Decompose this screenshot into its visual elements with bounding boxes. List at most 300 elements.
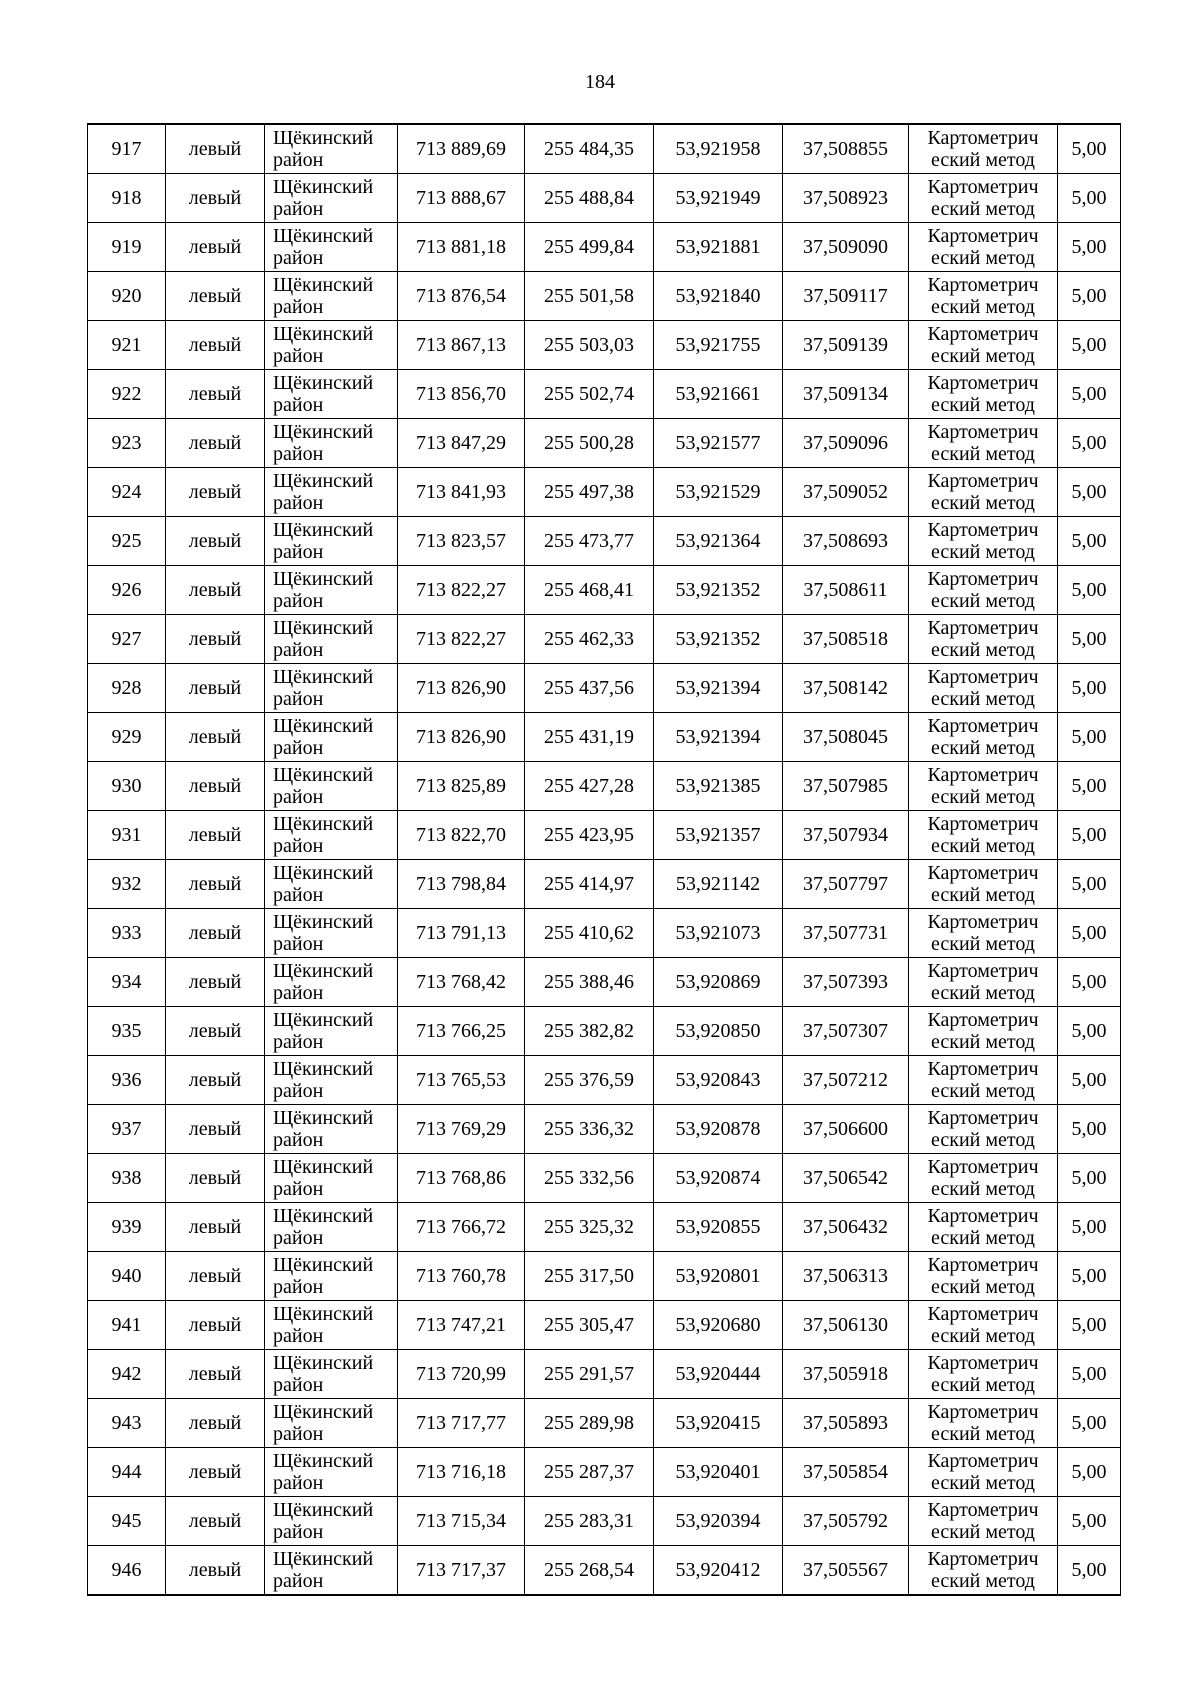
cell-x-coordinate: 713 822,70 (398, 811, 525, 860)
cell-method (909, 664, 1058, 713)
cell-longitude: 37,508045 (783, 713, 909, 762)
cell-longitude: 37,507985 (783, 762, 909, 811)
cell-longitude: 37,507307 (783, 1007, 909, 1056)
cell-y-coordinate: 255 499,84 (525, 223, 654, 272)
cell-district-line: Щёкинский (273, 813, 374, 835)
cell-district (265, 615, 398, 664)
cell-side: левый (166, 370, 265, 419)
cell-point-number: 928 (88, 664, 166, 713)
table-body (88, 124, 1121, 1595)
cell-y-coordinate: 255 291,57 (525, 1350, 654, 1399)
cell-district-line: Щёкинский (273, 519, 374, 541)
cell-longitude: 37,506432 (783, 1203, 909, 1252)
cell-method-line: Картометрич (927, 274, 1039, 296)
cell-point-number: 946 (88, 1546, 166, 1596)
cell-side: левый (166, 1007, 265, 1056)
cell-method-line: еский метод (931, 1472, 1035, 1494)
cell-latitude: 53,921840 (654, 272, 783, 321)
cell-longitude: 37,508611 (783, 566, 909, 615)
cell-district-line: район (273, 443, 324, 465)
cell-method (909, 1252, 1058, 1301)
table-row (88, 762, 1121, 811)
cell-method-line: Картометрич (927, 617, 1039, 639)
table-row (88, 124, 1121, 174)
cell-method-line: Картометрич (927, 421, 1039, 443)
cell-side: левый (166, 958, 265, 1007)
table-row (88, 1448, 1121, 1497)
cell-district-line: район (273, 1374, 324, 1396)
cell-district-line: район (273, 786, 324, 808)
cell-x-coordinate: 713 716,18 (398, 1448, 525, 1497)
cell-district-line: Щёкинский (273, 274, 374, 296)
cell-latitude: 53,921958 (654, 124, 783, 174)
cell-district-line: район (273, 1080, 324, 1102)
cell-district-line: район (273, 1129, 324, 1151)
cell-method-line: еский метод (931, 688, 1035, 710)
cell-method-line: Картометрич (927, 372, 1039, 394)
cell-method-line: еский метод (931, 394, 1035, 416)
cell-point-number: 933 (88, 909, 166, 958)
cell-method (909, 713, 1058, 762)
cell-side: левый (166, 1203, 265, 1252)
cell-district-line: район (273, 1276, 324, 1298)
cell-method-line: Картометрич (927, 470, 1039, 492)
table-row (88, 1154, 1121, 1203)
cell-y-coordinate: 255 283,31 (525, 1497, 654, 1546)
cell-point-number: 927 (88, 615, 166, 664)
cell-side: левый (166, 321, 265, 370)
cell-accuracy: 5,00 (1058, 468, 1121, 517)
cell-accuracy: 5,00 (1058, 1056, 1121, 1105)
cell-method-line: еский метод (931, 982, 1035, 1004)
cell-method (909, 1301, 1058, 1350)
cell-method-line: Картометрич (927, 225, 1039, 247)
cell-y-coordinate: 255 268,54 (525, 1546, 654, 1596)
cell-accuracy: 5,00 (1058, 1448, 1121, 1497)
cell-point-number: 932 (88, 860, 166, 909)
cell-method (909, 370, 1058, 419)
table-row (88, 517, 1121, 566)
cell-accuracy: 5,00 (1058, 517, 1121, 566)
cell-accuracy: 5,00 (1058, 566, 1121, 615)
cell-y-coordinate: 255 462,33 (525, 615, 654, 664)
cell-side: левый (166, 1301, 265, 1350)
cell-district-line: район (273, 1178, 324, 1200)
cell-district (265, 1154, 398, 1203)
cell-point-number: 941 (88, 1301, 166, 1350)
cell-district (265, 958, 398, 1007)
cell-side: левый (166, 1056, 265, 1105)
cell-method (909, 615, 1058, 664)
cell-district-line: Щёкинский (273, 1450, 374, 1472)
cell-district-line: район (273, 933, 324, 955)
cell-x-coordinate: 713 825,89 (398, 762, 525, 811)
cell-latitude: 53,920874 (654, 1154, 783, 1203)
cell-side: левый (166, 468, 265, 517)
cell-latitude: 53,920869 (654, 958, 783, 1007)
cell-accuracy: 5,00 (1058, 174, 1121, 223)
cell-latitude: 53,921364 (654, 517, 783, 566)
cell-point-number: 945 (88, 1497, 166, 1546)
table-row (88, 1105, 1121, 1154)
cell-latitude: 53,920855 (654, 1203, 783, 1252)
table-row (88, 958, 1121, 1007)
cell-district-line: Щёкинский (273, 1205, 374, 1227)
cell-district-line: район (273, 688, 324, 710)
table-row (88, 370, 1121, 419)
cell-method (909, 1546, 1058, 1596)
cell-method-line: еский метод (931, 296, 1035, 318)
cell-longitude: 37,508518 (783, 615, 909, 664)
cell-longitude: 37,505893 (783, 1399, 909, 1448)
table-row (88, 468, 1121, 517)
cell-x-coordinate: 713 760,78 (398, 1252, 525, 1301)
cell-method-line: еский метод (931, 835, 1035, 857)
cell-x-coordinate: 713 841,93 (398, 468, 525, 517)
cell-longitude: 37,506600 (783, 1105, 909, 1154)
cell-point-number: 923 (88, 419, 166, 468)
cell-accuracy: 5,00 (1058, 272, 1121, 321)
cell-method-line: еский метод (931, 884, 1035, 906)
cell-district-line: Щёкинский (273, 715, 374, 737)
cell-y-coordinate: 255 332,56 (525, 1154, 654, 1203)
cell-point-number: 940 (88, 1252, 166, 1301)
cell-point-number: 922 (88, 370, 166, 419)
cell-method-line: Картометрич (927, 813, 1039, 835)
cell-x-coordinate: 713 881,18 (398, 223, 525, 272)
cell-method-line: Картометрич (927, 911, 1039, 933)
cell-latitude: 53,921352 (654, 615, 783, 664)
cell-method-line: еский метод (931, 492, 1035, 514)
table-row (88, 1007, 1121, 1056)
cell-district (265, 1497, 398, 1546)
cell-side: левый (166, 615, 265, 664)
cell-district-line: район (273, 1472, 324, 1494)
cell-side: левый (166, 1546, 265, 1596)
cell-latitude: 53,921394 (654, 713, 783, 762)
cell-x-coordinate: 713 889,69 (398, 124, 525, 174)
table-row (88, 1350, 1121, 1399)
cell-longitude: 37,505918 (783, 1350, 909, 1399)
cell-method (909, 419, 1058, 468)
cell-side: левый (166, 419, 265, 468)
cell-x-coordinate: 713 747,21 (398, 1301, 525, 1350)
cell-latitude: 53,921385 (654, 762, 783, 811)
cell-district (265, 1203, 398, 1252)
cell-latitude: 53,921073 (654, 909, 783, 958)
cell-district-line: район (273, 492, 324, 514)
table-row (88, 860, 1121, 909)
cell-accuracy: 5,00 (1058, 419, 1121, 468)
cell-district (265, 468, 398, 517)
cell-accuracy: 5,00 (1058, 370, 1121, 419)
cell-district-line: район (273, 247, 324, 269)
cell-district-line: район (273, 737, 324, 759)
cell-district-line: Щёкинский (273, 372, 374, 394)
cell-longitude: 37,509117 (783, 272, 909, 321)
cell-y-coordinate: 255 423,95 (525, 811, 654, 860)
cell-district-line: район (273, 1325, 324, 1347)
cell-longitude: 37,507934 (783, 811, 909, 860)
table-row (88, 713, 1121, 762)
cell-district-line: Щёкинский (273, 666, 374, 688)
cell-x-coordinate: 713 826,90 (398, 713, 525, 762)
cell-district (265, 517, 398, 566)
cell-method (909, 1497, 1058, 1546)
cell-district-line: район (273, 345, 324, 367)
cell-method (909, 223, 1058, 272)
cell-latitude: 53,920843 (654, 1056, 783, 1105)
cell-method-line: еский метод (931, 1374, 1035, 1396)
cell-district (265, 321, 398, 370)
cell-method-line: Картометрич (927, 1303, 1039, 1325)
cell-point-number: 921 (88, 321, 166, 370)
cell-x-coordinate: 713 847,29 (398, 419, 525, 468)
cell-latitude: 53,921394 (654, 664, 783, 713)
cell-method-line: Картометрич (927, 323, 1039, 345)
cell-district-line: район (273, 1031, 324, 1053)
cell-y-coordinate: 255 289,98 (525, 1399, 654, 1448)
cell-method-line: Картометрич (927, 1058, 1039, 1080)
cell-point-number: 942 (88, 1350, 166, 1399)
cell-longitude: 37,505567 (783, 1546, 909, 1596)
cell-x-coordinate: 713 822,27 (398, 566, 525, 615)
cell-district (265, 1399, 398, 1448)
cell-side: левый (166, 1154, 265, 1203)
cell-method (909, 1007, 1058, 1056)
cell-accuracy: 5,00 (1058, 1399, 1121, 1448)
table-row (88, 1301, 1121, 1350)
cell-method-line: Картометрич (927, 176, 1039, 198)
table-row (88, 811, 1121, 860)
cell-y-coordinate: 255 336,32 (525, 1105, 654, 1154)
cell-latitude: 53,921881 (654, 223, 783, 272)
cell-method (909, 272, 1058, 321)
cell-longitude: 37,509052 (783, 468, 909, 517)
cell-point-number: 920 (88, 272, 166, 321)
cell-method-line: еский метод (931, 639, 1035, 661)
table-row (88, 566, 1121, 615)
cell-point-number: 943 (88, 1399, 166, 1448)
cell-longitude: 37,509096 (783, 419, 909, 468)
cell-method-line: еский метод (931, 1178, 1035, 1200)
cell-point-number: 944 (88, 1448, 166, 1497)
cell-district-line: район (273, 982, 324, 1004)
cell-accuracy: 5,00 (1058, 664, 1121, 713)
cell-side: левый (166, 566, 265, 615)
cell-district-line: Щёкинский (273, 1401, 374, 1423)
cell-district (265, 174, 398, 223)
cell-district-line: Щёкинский (273, 1548, 374, 1570)
cell-longitude: 37,507731 (783, 909, 909, 958)
cell-district (265, 1546, 398, 1596)
cell-district-line: Щёкинский (273, 862, 374, 884)
cell-y-coordinate: 255 376,59 (525, 1056, 654, 1105)
cell-district (265, 272, 398, 321)
cell-method-line: еский метод (931, 149, 1035, 171)
cell-latitude: 53,920680 (654, 1301, 783, 1350)
cell-method-line: еский метод (931, 933, 1035, 955)
cell-method-line: Картометрич (927, 862, 1039, 884)
cell-latitude: 53,921949 (654, 174, 783, 223)
cell-method-line: еский метод (931, 1227, 1035, 1249)
cell-latitude: 53,921529 (654, 468, 783, 517)
cell-method-line: Картометрич (927, 568, 1039, 590)
cell-longitude: 37,506313 (783, 1252, 909, 1301)
cell-accuracy: 5,00 (1058, 1301, 1121, 1350)
cell-method-line: Картометрич (927, 960, 1039, 982)
cell-latitude: 53,921755 (654, 321, 783, 370)
table-row (88, 1497, 1121, 1546)
cell-method-line: еский метод (931, 737, 1035, 759)
cell-method-line: Картометрич (927, 1548, 1039, 1570)
cell-method-line: Картометрич (927, 715, 1039, 737)
cell-method (909, 1056, 1058, 1105)
cell-longitude: 37,507393 (783, 958, 909, 1007)
cell-y-coordinate: 255 325,32 (525, 1203, 654, 1252)
cell-y-coordinate: 255 501,58 (525, 272, 654, 321)
cell-y-coordinate: 255 503,03 (525, 321, 654, 370)
cell-side: левый (166, 860, 265, 909)
cell-district-line: Щёкинский (273, 127, 374, 149)
cell-method-line: Картометрич (927, 1107, 1039, 1129)
cell-district (265, 1350, 398, 1399)
cell-method (909, 321, 1058, 370)
cell-district (265, 370, 398, 419)
cell-method-line: еский метод (931, 1423, 1035, 1445)
cell-point-number: 926 (88, 566, 166, 615)
cell-district-line: Щёкинский (273, 764, 374, 786)
cell-district (265, 223, 398, 272)
cell-x-coordinate: 713 798,84 (398, 860, 525, 909)
cell-district (265, 713, 398, 762)
cell-longitude: 37,508142 (783, 664, 909, 713)
cell-district-line: Щёкинский (273, 421, 374, 443)
cell-method (909, 958, 1058, 1007)
cell-district (265, 1105, 398, 1154)
cell-side: левый (166, 174, 265, 223)
cell-method-line: Картометрич (927, 1401, 1039, 1423)
cell-district-line: Щёкинский (273, 1156, 374, 1178)
cell-method-line: Картометрич (927, 1009, 1039, 1031)
cell-method-line: Картометрич (927, 764, 1039, 786)
cell-x-coordinate: 713 765,53 (398, 1056, 525, 1105)
cell-district-line: Щёкинский (273, 617, 374, 639)
cell-side: левый (166, 909, 265, 958)
cell-method-line: еский метод (931, 1521, 1035, 1543)
cell-district (265, 1448, 398, 1497)
cell-x-coordinate: 713 717,37 (398, 1546, 525, 1596)
cell-point-number: 924 (88, 468, 166, 517)
cell-y-coordinate: 255 414,97 (525, 860, 654, 909)
cell-y-coordinate: 255 427,28 (525, 762, 654, 811)
cell-method-line: еский метод (931, 786, 1035, 808)
cell-side: левый (166, 1497, 265, 1546)
cell-district-line: Щёкинский (273, 1009, 374, 1031)
cell-side: левый (166, 1350, 265, 1399)
cell-accuracy: 5,00 (1058, 1154, 1121, 1203)
cell-method-line: еский метод (931, 590, 1035, 612)
cell-method-line: еский метод (931, 1031, 1035, 1053)
cell-district (265, 909, 398, 958)
cell-method (909, 1105, 1058, 1154)
cell-district (265, 811, 398, 860)
cell-method (909, 1448, 1058, 1497)
cell-district-line: район (273, 394, 324, 416)
table-row (88, 664, 1121, 713)
cell-district-line: район (273, 296, 324, 318)
cell-longitude: 37,507212 (783, 1056, 909, 1105)
cell-y-coordinate: 255 437,56 (525, 664, 654, 713)
cell-longitude: 37,506130 (783, 1301, 909, 1350)
cell-district-line: район (273, 1570, 324, 1592)
cell-longitude: 37,505792 (783, 1497, 909, 1546)
cell-district-line: Щёкинский (273, 960, 374, 982)
cell-method (909, 860, 1058, 909)
cell-x-coordinate: 713 822,27 (398, 615, 525, 664)
cell-x-coordinate: 713 856,70 (398, 370, 525, 419)
cell-district-line: район (273, 198, 324, 220)
cell-district (265, 1056, 398, 1105)
cell-method-line: Картометрич (927, 1254, 1039, 1276)
cell-district-line: район (273, 835, 324, 857)
cell-point-number: 934 (88, 958, 166, 1007)
cell-method-line: Картометрич (927, 127, 1039, 149)
cell-accuracy: 5,00 (1058, 615, 1121, 664)
cell-longitude: 37,505854 (783, 1448, 909, 1497)
cell-point-number: 931 (88, 811, 166, 860)
cell-district (265, 566, 398, 615)
cell-side: левый (166, 1252, 265, 1301)
cell-method-line: еский метод (931, 541, 1035, 563)
cell-x-coordinate: 713 717,77 (398, 1399, 525, 1448)
table-row (88, 1399, 1121, 1448)
cell-x-coordinate: 713 876,54 (398, 272, 525, 321)
page-number: 184 (585, 71, 615, 93)
cell-district-line: район (273, 541, 324, 563)
cell-method-line: еский метод (931, 1276, 1035, 1298)
cell-district-line: Щёкинский (273, 225, 374, 247)
cell-method-line: еский метод (931, 247, 1035, 269)
cell-accuracy: 5,00 (1058, 762, 1121, 811)
cell-district-line: район (273, 1423, 324, 1445)
cell-district-line: Щёкинский (273, 1058, 374, 1080)
cell-method (909, 1399, 1058, 1448)
cell-method-line: еский метод (931, 198, 1035, 220)
cell-accuracy: 5,00 (1058, 811, 1121, 860)
cell-accuracy: 5,00 (1058, 1350, 1121, 1399)
cell-x-coordinate: 713 720,99 (398, 1350, 525, 1399)
cell-x-coordinate: 713 768,86 (398, 1154, 525, 1203)
cell-district (265, 419, 398, 468)
cell-longitude: 37,509134 (783, 370, 909, 419)
cell-point-number: 918 (88, 174, 166, 223)
cell-latitude: 53,920401 (654, 1448, 783, 1497)
cell-district-line: район (273, 590, 324, 612)
cell-district-line: Щёкинский (273, 911, 374, 933)
cell-method (909, 909, 1058, 958)
cell-accuracy: 5,00 (1058, 909, 1121, 958)
cell-x-coordinate: 713 766,25 (398, 1007, 525, 1056)
cell-y-coordinate: 255 500,28 (525, 419, 654, 468)
cell-district-line: Щёкинский (273, 176, 374, 198)
cell-accuracy: 5,00 (1058, 958, 1121, 1007)
cell-method (909, 124, 1058, 174)
cell-method (909, 1154, 1058, 1203)
cell-method-line: еский метод (931, 443, 1035, 465)
cell-x-coordinate: 713 769,29 (398, 1105, 525, 1154)
cell-method-line: еский метод (931, 345, 1035, 367)
